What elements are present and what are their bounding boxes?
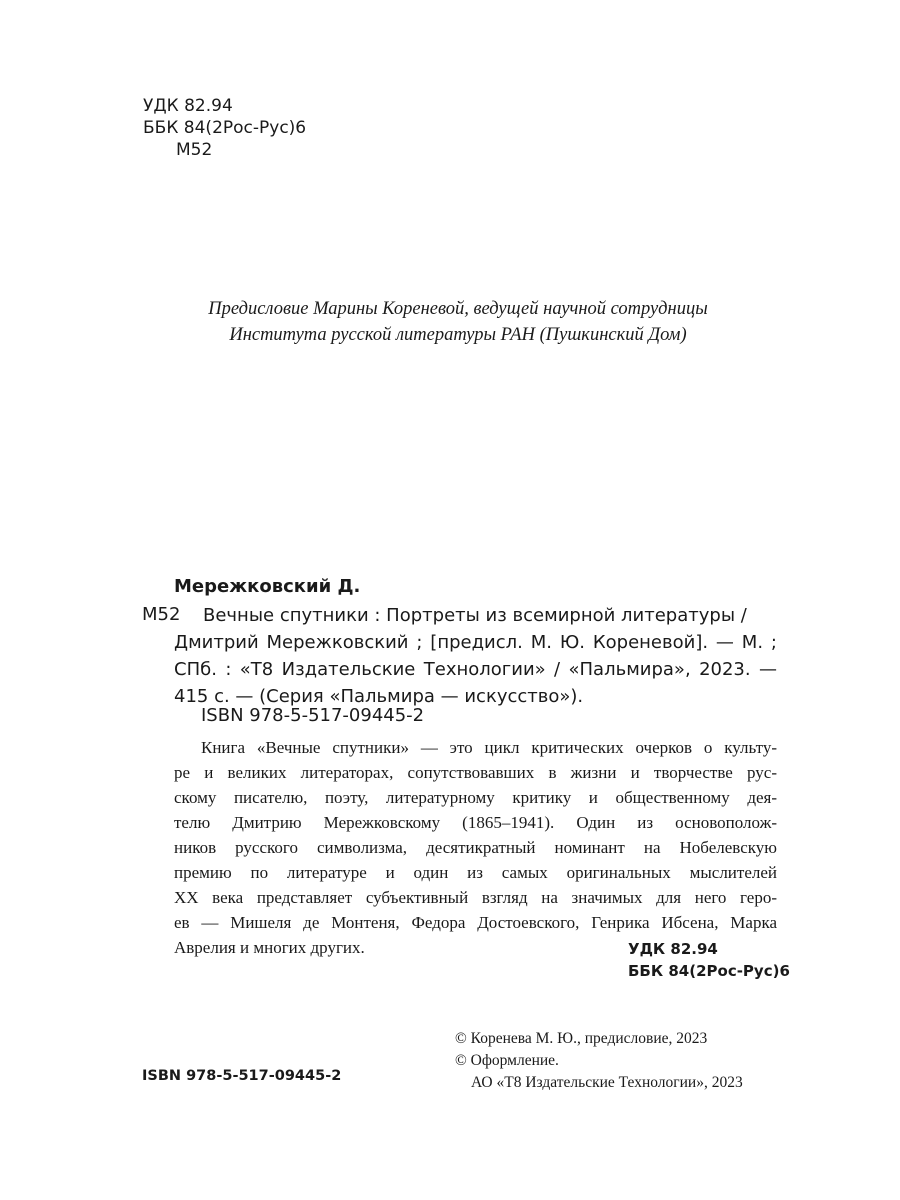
- preface-line-1: Предисловие Марины Кореневой, ведущей научной сотрудницы: [208, 299, 708, 319]
- bbk-code-bottom: ББК 84(2Рос-Рус)6: [628, 962, 790, 980]
- annotation-line: премию по литературе и один из самых оригинальных мыслителей: [174, 863, 777, 882]
- udk-code-top: УДК 82.94: [143, 96, 233, 116]
- footer-isbn: ISBN 978-5-517-09445-2: [142, 1068, 342, 1084]
- catalog-author: Мережковский Д.: [174, 576, 361, 597]
- annotation-line: Книга «Вечные спутники» — это цикл критических очерков о культу-: [201, 738, 777, 757]
- preface-credit: [150, 296, 766, 348]
- copyright-line: АО «Т8 Издательские Технологии», 2023: [471, 1074, 743, 1091]
- annotation-line: ев — Мишеля де Монтеня, Федора Достоевского, Генрика Ибсена, Марка: [174, 913, 777, 932]
- copyright-line: © Оформление.: [455, 1052, 559, 1069]
- bbk-code-top: ББК 84(2Рос-Рус)6: [143, 118, 307, 138]
- catalog-entry: [174, 602, 777, 710]
- preface-line-2: Института русской литературы РАН (Пушкинский Дом): [229, 325, 687, 345]
- catalog-line: Вечные спутники : Портреты из всемирной литературы /: [203, 605, 747, 626]
- classification-bottom: [628, 938, 790, 982]
- annotation-line: XX века представляет субъективный взгляд на значимых для него геро-: [174, 888, 777, 907]
- copyright-line: © Коренева М. Ю., предисловие, 2023: [455, 1030, 708, 1047]
- annotation: [174, 735, 777, 960]
- catalog-author-mark: М52: [142, 604, 181, 625]
- catalog-isbn: ISBN 978-5-517-09445-2: [201, 705, 425, 726]
- annotation-line: телю Дмитрию Мережковскому (1865–1941). Один из основополож-: [174, 813, 777, 832]
- annotation-line: ре и великих литераторах, сопутствовавших в жизни и творчестве рус-: [174, 763, 777, 782]
- annotation-line: ников русского символизма, десятикратный номинант на Нобелевскую: [174, 838, 777, 857]
- udk-code-bottom: УДК 82.94: [628, 940, 718, 958]
- catalog-line: 415 с. — (Серия «Пальмира — искусство»).: [174, 686, 584, 707]
- annotation-line: Аврелия и многих других.: [174, 938, 365, 957]
- copyright-block: [455, 1028, 743, 1094]
- catalog-line: СПб. : «Т8 Издательские Технологии» / «Пальмира», 2023. —: [174, 659, 777, 680]
- annotation-line: скому писателю, поэту, литературному критику и общественному дея-: [174, 788, 777, 807]
- catalog-line: Дмитрий Мережковский ; [предисл. М. Ю. Кореневой]. — М. ;: [174, 632, 777, 653]
- author-mark-top: М52: [176, 140, 213, 160]
